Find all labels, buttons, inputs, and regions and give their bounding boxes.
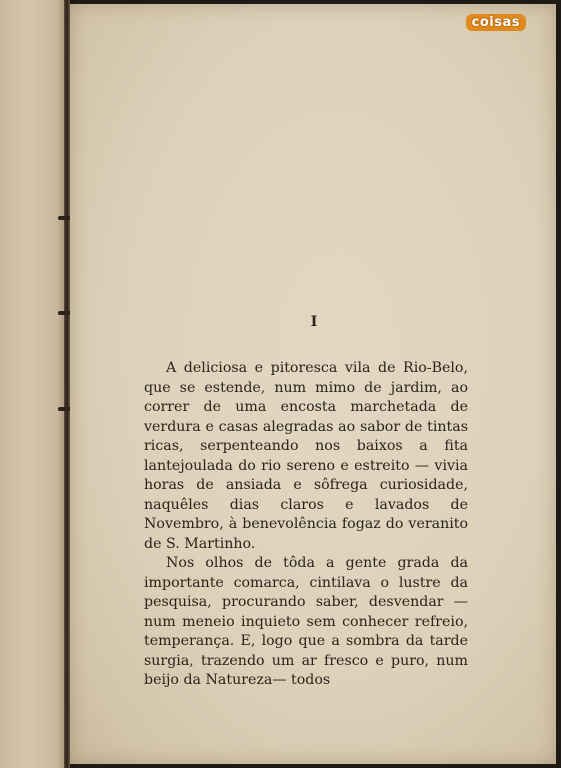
paragraph-1: A deliciosa e pitoresca vila de Rio-Belo, que se estende, num mimo de jardim, ao correr de uma encosta marchetada de verdura e casas alegradas ao sabor de tintas ricas, serpenteando nos baixos a fita lantejoulada do rio sereno e estreito — vivia horas de ansiada e sôfrega curiosidade, naquêles dias claros e lavados de Novembro, à benevolência fogaz do veranito de S. Martinho. [144, 360, 468, 552]
chapter-number: I [310, 314, 318, 330]
previous-page-edge [0, 0, 66, 768]
paragraph-2: Nos olhos de tôda a gente grada da importante comarca, cintilava o lustre da pesquisa, procurando saber, desvendar — num meneio inquieto sem conhecer refreio, temperança. E, logo que a sombra da tarde surgia, trazendo um ar fresco e puro, num beijo da Natureza— todos [144, 555, 468, 688]
body-text [144, 359, 468, 691]
book-page [70, 4, 556, 764]
coisas-watermark-logo: coisas [466, 14, 526, 31]
